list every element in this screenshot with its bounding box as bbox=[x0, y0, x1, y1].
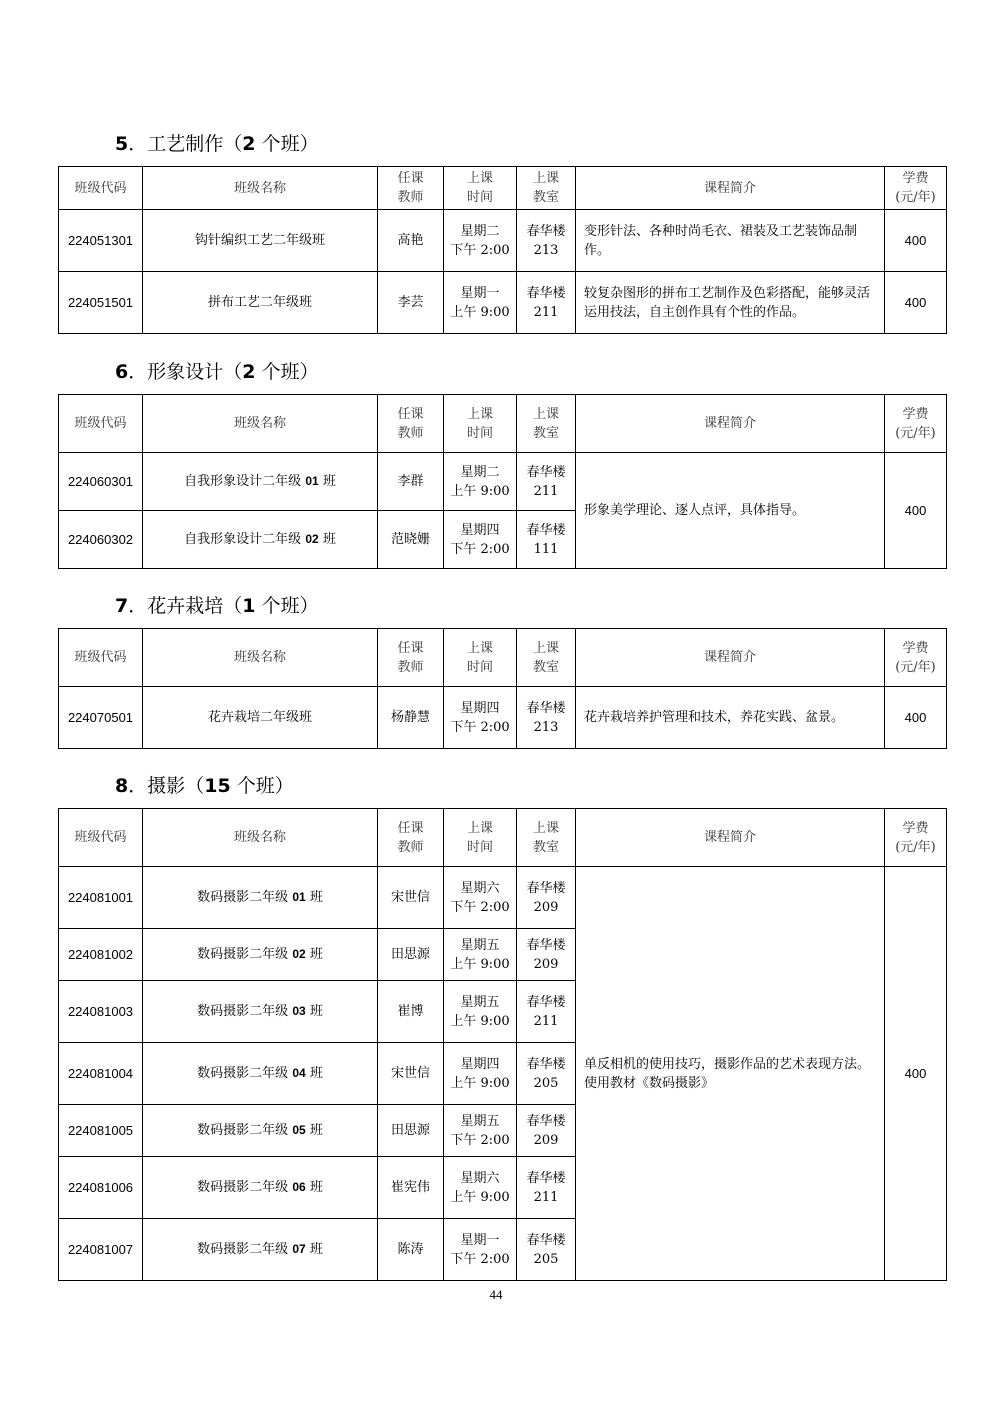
classroom: 春华楼 209 bbox=[517, 1105, 576, 1157]
class-name: 数码摄影二年级 07 班 bbox=[143, 1219, 378, 1281]
teacher: 宋世信 bbox=[378, 1043, 444, 1105]
course-table-photography bbox=[58, 808, 947, 1281]
header-time: 上课 时间 bbox=[444, 629, 517, 687]
course-description: 花卉栽培养护管理和技术，养花实践、盆景。 bbox=[576, 687, 885, 749]
class-code: 224081005 bbox=[59, 1105, 143, 1157]
class-name: 拼布工艺二年级班 bbox=[143, 272, 378, 334]
class-time: 星期五 上午 9:00 bbox=[444, 929, 517, 981]
header-fee: 学费 (元/年) bbox=[885, 395, 947, 453]
class-time: 星期一 上午 9:00 bbox=[444, 272, 517, 334]
class-code: 224051501 bbox=[59, 272, 143, 334]
table-row bbox=[59, 453, 947, 511]
class-name: 数码摄影二年级 01 班 bbox=[143, 867, 378, 929]
classroom: 春华楼 205 bbox=[517, 1219, 576, 1281]
classroom: 春华楼 211 bbox=[517, 272, 576, 334]
class-code: 224060301 bbox=[59, 453, 143, 511]
header-fee: 学费 (元/年) bbox=[885, 629, 947, 687]
tuition-fee: 400 bbox=[885, 687, 947, 749]
table-header-row bbox=[59, 809, 947, 867]
teacher: 李群 bbox=[378, 453, 444, 511]
class-name: 花卉栽培二年级班 bbox=[143, 687, 378, 749]
header-room: 上课 教室 bbox=[517, 629, 576, 687]
teacher: 高艳 bbox=[378, 210, 444, 272]
class-name: 数码摄影二年级 02 班 bbox=[143, 929, 378, 981]
table-header-row bbox=[59, 629, 947, 687]
header-time: 上课 时间 bbox=[444, 809, 517, 867]
course-table-crafts bbox=[58, 166, 947, 334]
teacher: 杨静慧 bbox=[378, 687, 444, 749]
table-row bbox=[59, 867, 947, 929]
classroom: 春华楼 213 bbox=[517, 210, 576, 272]
class-time: 星期五 下午 2:00 bbox=[444, 1105, 517, 1157]
classroom: 春华楼 211 bbox=[517, 453, 576, 511]
teacher: 崔宪伟 bbox=[378, 1157, 444, 1219]
class-time: 星期四 下午 2:00 bbox=[444, 687, 517, 749]
table-header-row bbox=[59, 167, 947, 210]
header-class-name: 班级名称 bbox=[143, 629, 378, 687]
teacher: 崔博 bbox=[378, 981, 444, 1043]
teacher: 陈涛 bbox=[378, 1219, 444, 1281]
classroom: 春华楼 205 bbox=[517, 1043, 576, 1105]
header-fee: 学费 (元/年) bbox=[885, 167, 947, 210]
class-code: 224081004 bbox=[59, 1043, 143, 1105]
header-description: 课程简介 bbox=[576, 629, 885, 687]
class-code: 224081001 bbox=[59, 867, 143, 929]
class-code: 224060302 bbox=[59, 511, 143, 569]
tuition-fee: 400 bbox=[885, 867, 947, 1281]
tuition-fee: 400 bbox=[885, 453, 947, 569]
classroom: 春华楼 209 bbox=[517, 929, 576, 981]
header-class-code: 班级代码 bbox=[59, 167, 143, 210]
class-name: 数码摄影二年级 03 班 bbox=[143, 981, 378, 1043]
header-teacher: 任课 教师 bbox=[378, 395, 444, 453]
tuition-fee: 400 bbox=[885, 272, 947, 334]
header-room: 上课 教室 bbox=[517, 809, 576, 867]
table-row bbox=[59, 272, 947, 334]
header-description: 课程简介 bbox=[576, 167, 885, 210]
section-title-flower-cultivation: 7．花卉栽培（1 个班） bbox=[115, 595, 319, 617]
class-name: 数码摄影二年级 05 班 bbox=[143, 1105, 378, 1157]
header-class-code: 班级代码 bbox=[59, 629, 143, 687]
header-class-name: 班级名称 bbox=[143, 809, 378, 867]
course-table-image-design bbox=[58, 394, 947, 569]
section-title-crafts: 5．工艺制作（2 个班） bbox=[115, 133, 319, 155]
header-time: 上课 时间 bbox=[444, 167, 517, 210]
teacher: 李芸 bbox=[378, 272, 444, 334]
class-name: 自我形象设计二年级 02 班 bbox=[143, 511, 378, 569]
class-time: 星期一 下午 2:00 bbox=[444, 1219, 517, 1281]
class-time: 星期四 下午 2:00 bbox=[444, 511, 517, 569]
header-room: 上课 教室 bbox=[517, 395, 576, 453]
class-time: 星期四 上午 9:00 bbox=[444, 1043, 517, 1105]
header-teacher: 任课 教师 bbox=[378, 167, 444, 210]
section-title-photography: 8．摄影（15 个班） bbox=[115, 775, 294, 797]
teacher: 田思源 bbox=[378, 929, 444, 981]
section-title-image-design: 6．形象设计（2 个班） bbox=[115, 361, 319, 383]
class-time: 星期二 上午 9:00 bbox=[444, 453, 517, 511]
header-class-name: 班级名称 bbox=[143, 395, 378, 453]
course-description: 较复杂图形的拼布工艺制作及色彩搭配，能够灵活运用技法，自主创作具有个性的作品。 bbox=[576, 272, 885, 334]
classroom: 春华楼 211 bbox=[517, 1157, 576, 1219]
header-class-code: 班级代码 bbox=[59, 809, 143, 867]
classroom: 春华楼 211 bbox=[517, 981, 576, 1043]
class-time: 星期六 下午 2:00 bbox=[444, 867, 517, 929]
class-name: 数码摄影二年级 06 班 bbox=[143, 1157, 378, 1219]
class-name: 数码摄影二年级 04 班 bbox=[143, 1043, 378, 1105]
header-description: 课程简介 bbox=[576, 809, 885, 867]
class-code: 224081007 bbox=[59, 1219, 143, 1281]
table-row bbox=[59, 687, 947, 749]
page-number: 44 bbox=[489, 1287, 503, 1302]
course-description: 单反相机的使用技巧，摄影作品的艺术表现方法。使用教材《数码摄影》 bbox=[576, 867, 885, 1281]
header-class-name: 班级名称 bbox=[143, 167, 378, 210]
tuition-fee: 400 bbox=[885, 210, 947, 272]
teacher: 宋世信 bbox=[378, 867, 444, 929]
class-code: 224051301 bbox=[59, 210, 143, 272]
header-teacher: 任课 教师 bbox=[378, 629, 444, 687]
class-time: 星期五 上午 9:00 bbox=[444, 981, 517, 1043]
table-header-row bbox=[59, 395, 947, 453]
course-description: 形象美学理论、逐人点评，具体指导。 bbox=[576, 453, 885, 569]
header-fee: 学费 (元/年) bbox=[885, 809, 947, 867]
header-room: 上课 教室 bbox=[517, 167, 576, 210]
class-name: 自我形象设计二年级 01 班 bbox=[143, 453, 378, 511]
header-time: 上课 时间 bbox=[444, 395, 517, 453]
header-teacher: 任课 教师 bbox=[378, 809, 444, 867]
classroom: 春华楼 111 bbox=[517, 511, 576, 569]
class-time: 星期二 下午 2:00 bbox=[444, 210, 517, 272]
classroom: 春华楼 213 bbox=[517, 687, 576, 749]
teacher: 田思源 bbox=[378, 1105, 444, 1157]
class-code: 224081002 bbox=[59, 929, 143, 981]
classroom: 春华楼 209 bbox=[517, 867, 576, 929]
course-table-flower-cultivation bbox=[58, 628, 947, 749]
header-description: 课程简介 bbox=[576, 395, 885, 453]
class-name: 钩针编织工艺二年级班 bbox=[143, 210, 378, 272]
course-description: 变形针法、各种时尚毛衣、裙装及工艺装饰品制作。 bbox=[576, 210, 885, 272]
class-time: 星期六 上午 9:00 bbox=[444, 1157, 517, 1219]
header-class-code: 班级代码 bbox=[59, 395, 143, 453]
class-code: 224081006 bbox=[59, 1157, 143, 1219]
class-code: 224070501 bbox=[59, 687, 143, 749]
table-row bbox=[59, 210, 947, 272]
class-code: 224081003 bbox=[59, 981, 143, 1043]
teacher: 范晓姗 bbox=[378, 511, 444, 569]
